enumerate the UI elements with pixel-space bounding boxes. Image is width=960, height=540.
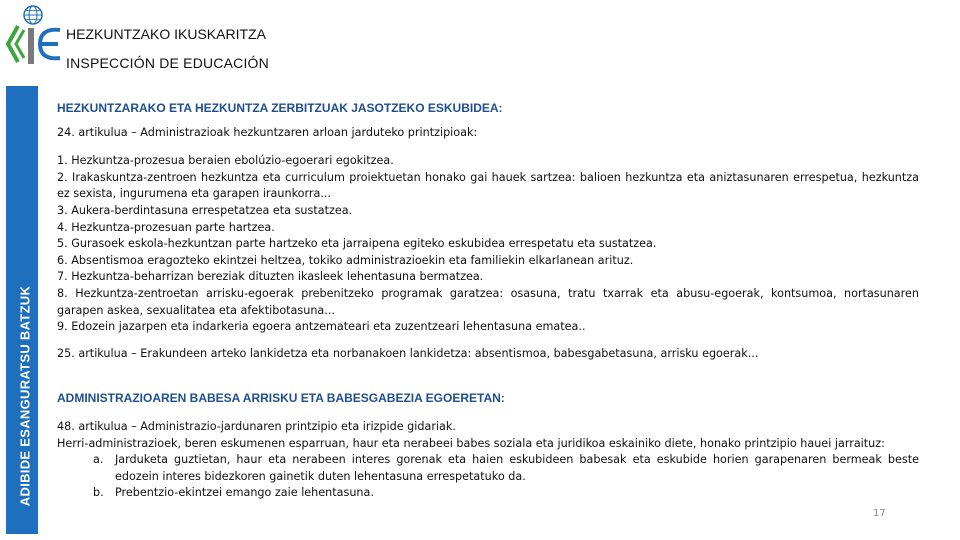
education-inspection-logo-icon xyxy=(4,4,64,70)
logo xyxy=(4,4,64,70)
sidebar-band xyxy=(6,86,38,534)
list-item: 3. Aukera-berdintasuna errespetatzea eta sustatzea. xyxy=(57,203,353,217)
article-24-heading: 24. artikulua – Administrazioak hezkuntzaren arloan jarduteko printzipioak: xyxy=(57,125,478,139)
header-title: HEZKUNTZAKO IKUSKARITZA xyxy=(66,26,266,42)
list-item: 8. Hezkuntza-zentroetan arrisku-egoerak prebenitzeko programak garatzea: osasuna, tratu txarrak eta abusu-egoerak, kontsumoa, nortasunaren garapen askea, sexualitatea eta afektibotasuna... xyxy=(57,286,919,317)
list-item: 5. Gurasoek eskola-hezkuntzan parte hartzeko eta jarraipena egiteko eskubidea errespetatu eta sustatzea. xyxy=(57,237,657,251)
list-item: 7. Hezkuntza-beharrizan bereziak dituzten ikasleek lehentasuna bermatzea. xyxy=(57,270,484,284)
article-48-heading: 48. artikulua – Administrazio-jardunaren printzipio eta irizpide gidariak. xyxy=(57,419,456,433)
section-title-education-rights: HEZKUNTZARAKO ETA HEZKUNTZA ZERBITZUAK JASOTZEKO ESKUBIDEA: xyxy=(57,101,503,115)
list-item: 9. Edozein jazarpen eta indarkeria egoera antzemateari eta zuzentzeari lehentasuna ematea.. xyxy=(57,320,586,334)
sublist-item-letter: b. xyxy=(93,486,104,500)
article-25-heading: 25. artikulua – Erakundeen arteko lankidetza eta norbanakoen lankidetza: absentismoa, babesgabetasuna, arrisku egoerak... xyxy=(57,346,759,360)
main-content xyxy=(57,100,919,502)
list-item: 1. Hezkuntza-prozesua beraien ebolúzio-egoerari egokitzea. xyxy=(57,154,394,168)
article-48-intro: Herri-administrazioek, beren eskumenen esparruan, haur eta nerabeei babes soziala eta juridikoa eskainiko diete, honako printzipio hauei jarraituz: xyxy=(57,436,885,450)
header-subtitle: INSPECCIÓN DE EDUCACIÓN xyxy=(66,55,269,71)
principles-sublist xyxy=(57,452,919,502)
sidebar-label: ADIBIDE ESANGURATSU BATZUK xyxy=(17,285,33,507)
list-item: 6. Absentismoa eragozteko ekintzei heltzea, tokiko administrazioekin eta familiekin elkarlanean arituz. xyxy=(57,253,634,267)
principles-list xyxy=(57,153,919,336)
list-item: 2. Irakaskuntza-zentroen hezkuntza eta curriculum proiektuetan honako gai hauek sartzea: balioen hezkuntza eta aniztasunaren errespetua, hezkuntza ez sexista, ingurumena eta garapen iraunkorra... xyxy=(57,170,919,201)
sublist-item-text: Prebentzio-ekintzei emango zaie lehentasuna. xyxy=(115,486,374,500)
section-title-administration-protection: ADMINISTRAZIOAREN BABESA ARRISKU ETA BABESGABEZIA EGOERETAN: xyxy=(57,391,505,406)
list-item: 4. Hezkuntza-prozesuan parte hartzea. xyxy=(57,220,275,234)
sublist-item xyxy=(93,452,919,485)
sublist-item-letter: a. xyxy=(93,453,104,467)
sublist-item-text: Jarduketa guztietan, haur eta nerabeen interes gorenak eta haien eskubideen babesak eta eskubide horien garapenaren bermeak beste edozein interes bidezkoren gainetik duten lehentasuna errespetatuko da. xyxy=(115,453,919,483)
sublist-item xyxy=(93,485,919,502)
page-number: 17 xyxy=(873,508,886,519)
